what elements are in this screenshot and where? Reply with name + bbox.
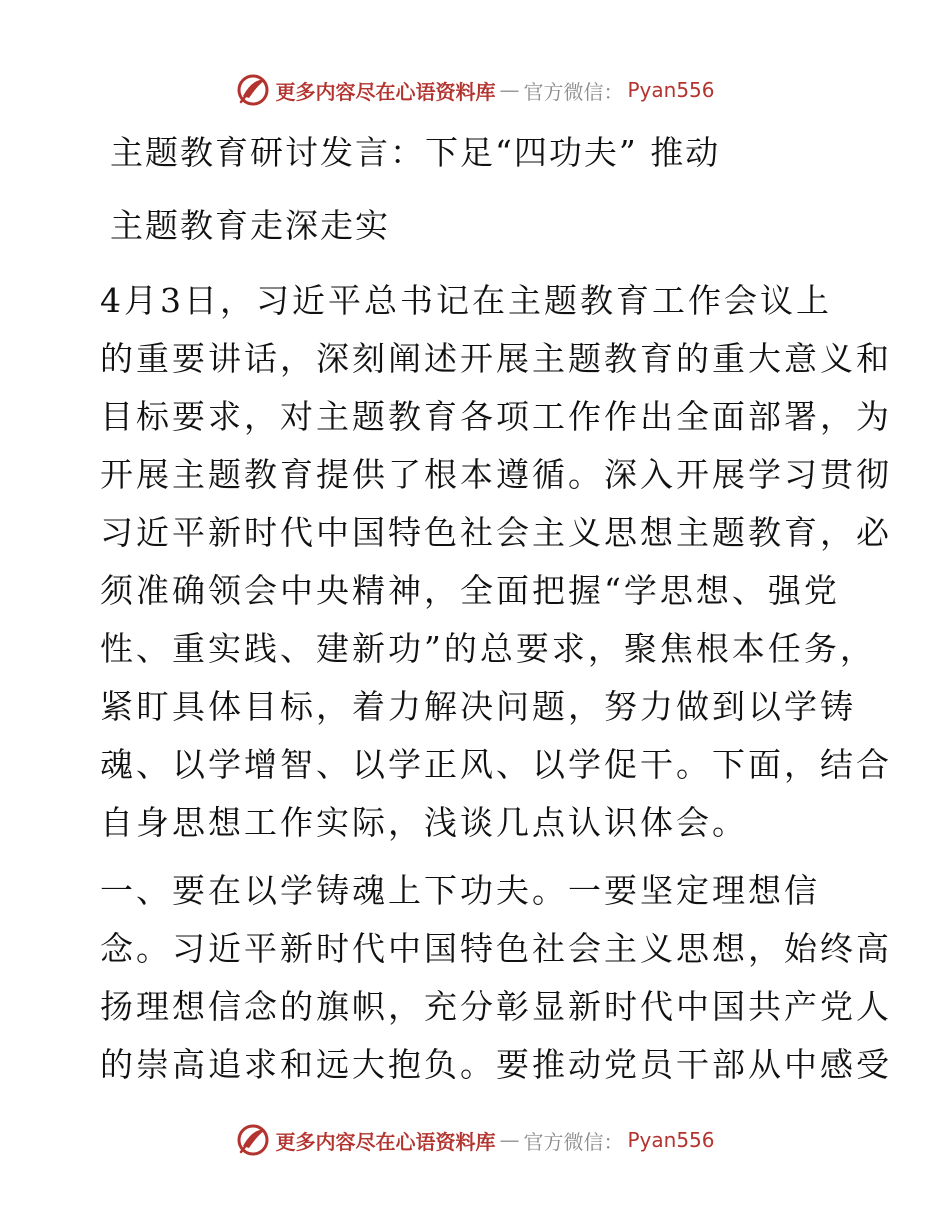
paragraph-line: 一、要在以学铸魂上下功夫。一要坚定理想信: [100, 871, 820, 910]
document-title-line-2: 主题教育走深走实: [110, 206, 390, 245]
banner-separator: —: [499, 1128, 520, 1152]
paragraph-line: 4月3日，习近平总书记在主题教育工作会议上: [100, 281, 832, 320]
paragraph-line: 习近平新时代中国特色社会主义思想主题教育，必: [100, 513, 892, 552]
paragraph-line: 性、重实践、建新功”的总要求，聚焦根本任务，: [100, 629, 876, 668]
quill-ribbon-logo-icon: [235, 1122, 271, 1158]
paragraph-line: 须准确领会中央精神，全面把握“学思想、强党: [100, 571, 840, 610]
banner-wechat-label: 官方微信：: [523, 1129, 624, 1154]
paragraph-line: 开展主题教育提供了根本遵循。深入开展学习贯彻: [100, 455, 892, 494]
banner-main-text: 更多内容尽在心语资料库: [275, 1129, 496, 1154]
paragraph-line: 的重要讲话，深刻阐述开展主题教育的重大意义和: [100, 339, 892, 378]
paragraph-line: 紧盯具体目标，着力解决问题，努力做到以学铸: [100, 687, 856, 726]
paragraph-line: 自身思想工作实际，浅谈几点认识体会。: [100, 803, 748, 842]
paragraph-line: 念。习近平新时代中国特色社会主义思想，始终高: [100, 929, 892, 968]
paragraph-line: 扬理想信念的旗帜，充分彰显新时代中国共产党人: [100, 987, 892, 1026]
paragraph-line: 魂、以学增智、以学正风、以学促干。下面，结合: [100, 745, 892, 784]
paragraph-line: 的崇高追求和远大抱负。要推动党员干部从中感受: [100, 1045, 892, 1084]
banner-wechat-id: Pyan556: [627, 1128, 715, 1152]
document-title-line-1: 主题教育研讨发言：下足“四功夫” 推动: [110, 133, 721, 172]
banner-wechat-id: Pyan556: [627, 78, 715, 102]
banner-separator: —: [499, 78, 520, 102]
footer-banner: [0, 1120, 950, 1160]
banner-main-text: 更多内容尽在心语资料库: [275, 79, 496, 104]
header-banner: [0, 70, 950, 110]
quill-ribbon-logo-icon: [235, 72, 271, 108]
paragraph-line: 目标要求，对主题教育各项工作作出全面部署，为: [100, 397, 892, 436]
banner-wechat-label: 官方微信：: [523, 79, 624, 104]
